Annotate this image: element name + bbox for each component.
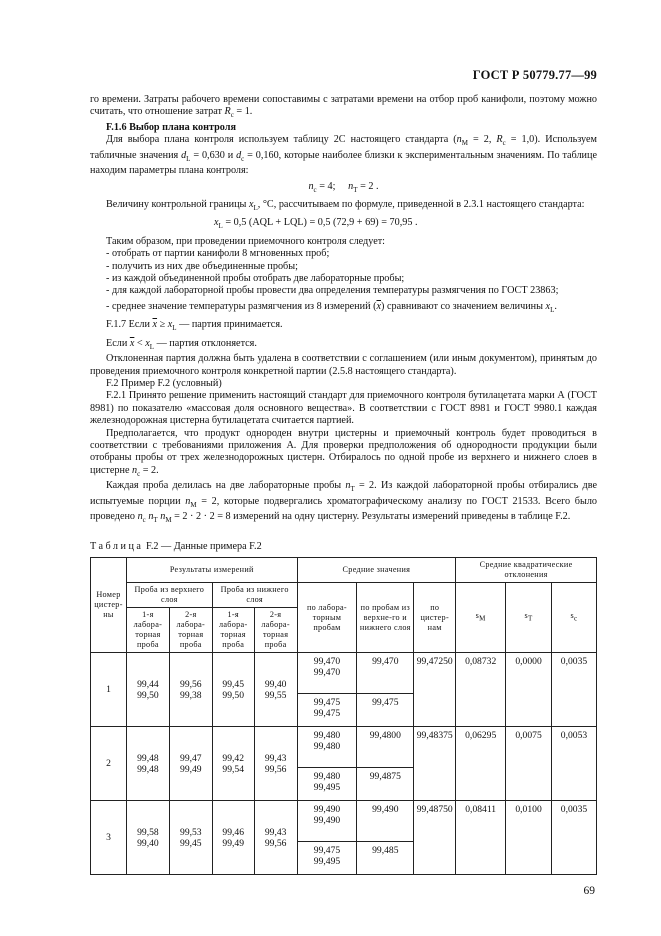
cell-m3: 99,46 99,49 (212, 801, 254, 875)
cell-num: 2 (91, 727, 127, 801)
section-heading-f2: F.2 Пример F.2 (условный) (106, 378, 222, 389)
cell-num: 3 (91, 801, 127, 875)
table-row (91, 727, 597, 768)
paragraph-f17: F.1.7 Если $\overline{x} \ge x_L$ — партия принимается. (106, 319, 283, 333)
paragraph-f21: F.2.1 Принято решение применить настоящий стандарт для приемочного контроля бутилацетата марки А (ГОСТ 8981) по показателю «массовая доля основного вещества». В соответствии с ГОСТ 8981 и ГОСТ 9980.1 каждая железнодорожная цистерна бутилацетата считается партией. (90, 390, 597, 427)
list-item: - из каждой объединенной пробы отобрать две лабораторные пробы; (106, 273, 405, 285)
cell-sc: 0,0035 (552, 653, 597, 727)
cell-layer_b: 99,485 (357, 842, 414, 875)
equation-control-limit: $x_L = 0,5$ (AQL + LQL) = 0,5 (72,9 + 69) = 70,95 . (214, 217, 418, 231)
table-caption: Таблица F.2 — Данные примера F.2 (90, 540, 262, 552)
col-header-top-layer: Проба из верхнего слоя (126, 583, 212, 608)
cell-tank: 99,47250 (414, 653, 456, 727)
col-header-tank: Номер цистер-ны (91, 558, 127, 653)
cell-layer_b: 99,4875 (357, 768, 414, 801)
cell-sm: 0,06295 (456, 727, 506, 801)
col-header-sc: $s_c$ (552, 583, 597, 653)
paragraph-rejected-lot: Отклоненная партия должна быть удалена в соответствии с соглашением (или иным документом), принятым до проведения приемочного контроля конкретной партии (2.5.8 настоящего стандарта). (90, 353, 597, 377)
col-header-lab2: 2-я лабора-торная проба (169, 608, 212, 653)
data-table (90, 557, 597, 875)
cell-sc: 0,0053 (552, 727, 597, 801)
cell-sc: 0,0035 (552, 801, 597, 875)
col-header-by-samples: по пробам из верхне-го и нижнего слоя (357, 583, 414, 653)
cell-m4: 99,43 99,56 (254, 801, 297, 875)
cell-sm: 0,08732 (456, 653, 506, 727)
col-header-sd: Средние квадратические отклонения (456, 558, 597, 583)
table-body (91, 653, 597, 875)
cell-lab_a: 99,480 99,480 (297, 727, 357, 768)
cell-m2: 99,53 99,45 (169, 801, 212, 875)
col-header-results: Результаты измерений (126, 558, 297, 583)
cell-lab_b: 99,475 99,495 (297, 842, 357, 875)
col-header-lab2: 2-я лабора-торная проба (254, 608, 297, 653)
col-header-lab1: 1-я лабора-торная проба (126, 608, 169, 653)
cell-m3: 99,42 99,54 (212, 727, 254, 801)
cell-lab_a: 99,490 99,490 (297, 801, 357, 842)
table-row (91, 801, 597, 842)
cell-num: 1 (91, 653, 127, 727)
list-item: - среднее значение температуры размягчения из 8 измерений $(\overline{x})$ сравнивают со значением величины $x_L$. (106, 300, 557, 314)
col-header-lab1: 1-я лабора-торная проба (212, 608, 254, 653)
cell-m1: 99,44 99,50 (126, 653, 169, 727)
list-item: - для каждой лабораторной пробы провести два определения температуры размягчения по ГОСТ 23863; (106, 285, 559, 297)
col-header-by-lab: по лабора-торным пробам (297, 583, 357, 653)
cell-m4: 99,40 99,55 (254, 653, 297, 727)
col-header-by-tank: по цистер-нам (414, 583, 456, 653)
section-heading-f16: F.1.6 Выбор плана контроля (106, 121, 236, 133)
cell-st: 0,0075 (506, 727, 552, 801)
paragraph-homogeneity: Предполагается, что продукт однороден внутри цистерны и приемочный контроль будет проводиться в соответствии с требованиями приложения А. Для проверки предположения об однородности продукции были отобраны пробы от трех железнодорожных цистерн. Отбиралось по одной пробе из верхнего и нижнего слоев в цистерне $n_c = 2$. (90, 427, 597, 478)
cell-st: 0,0000 (506, 653, 552, 727)
paragraph-continuation: го времени. Затраты рабочего времени сопоставимы с затратами времени на отбор проб канифоли, поэтому можно считать, что отношение затрат $R_c = 1$. (90, 94, 597, 120)
paragraph-plan-selection: Для выбора плана контроля используем таблицу 2С настоящего стандарта ($n_M = 2$, $R_c = 1,0$). Используем табличные значения $d_L = 0,630$ и $d_c = 0,160$, которые наиболее близки к экспериментальным значениям. По таблице находим параметры плана контроля: (90, 134, 597, 177)
paragraph-procedure-intro: Таким образом, при проведении приемочного контроля следует: (106, 235, 386, 247)
page-header: ГОСТ Р 50779.77—99 (472, 68, 597, 82)
cell-m2: 99,47 99,49 (169, 727, 212, 801)
col-header-sm: $s_M$ (456, 583, 506, 653)
col-header-st: $s_T$ (506, 583, 552, 653)
cell-layer_a: 99,4800 (357, 727, 414, 768)
document-body (90, 94, 597, 875)
table-row (91, 653, 597, 694)
cell-lab_b: 99,480 99,495 (297, 768, 357, 801)
list-item: - получить из них две объединенные пробы; (106, 260, 298, 272)
paragraph-measurements: Каждая проба делилась на две лабораторные пробы $n_T = 2$. Из каждой лабораторной пробы отбирались две испытуемые порции $n_M = 2$, которые подвергались хроматографическому анализу по ГОСТ 21533. Всего было проведено $n_c$ $n_T$ $n_M = 2 \cdot 2 \cdot 2 = 8$ измерений на одну цистерну. Результаты измерений приведены в таблице F.2. (90, 480, 598, 525)
paragraph-reject-rule: Если $\overline{x} < x_L$ — партия отклоняется. (106, 337, 257, 351)
cell-m1: 99,58 99,40 (126, 801, 169, 875)
col-header-means: Средние значения (297, 558, 456, 583)
cell-sm: 0,08411 (456, 801, 506, 875)
cell-layer_a: 99,470 (357, 653, 414, 694)
cell-tank: 99,48750 (414, 801, 456, 875)
cell-st: 0,0100 (506, 801, 552, 875)
list-item: - отобрать от партии канифоли 8 мгновенных проб; (106, 248, 330, 260)
cell-m2: 99,56 99,38 (169, 653, 212, 727)
equation-plan-params: $n_c = 4$; $n_T = 2$ . (308, 180, 379, 194)
paragraph-control-limit: Величину контрольной границы $x_L$, °C, рассчитываем по формуле, приведенной в 2.3.1 настоящего стандарта: (106, 198, 585, 212)
cell-layer_a: 99,490 (357, 801, 414, 842)
col-header-bottom-layer: Проба из нижнего слоя (212, 583, 297, 608)
cell-m1: 99,48 99,48 (126, 727, 169, 801)
cell-m3: 99,45 99,50 (212, 653, 254, 727)
page-number: 69 (583, 885, 595, 897)
cell-lab_a: 99,470 99,470 (297, 653, 357, 694)
cell-m4: 99,43 99,56 (254, 727, 297, 801)
cell-lab_b: 99,475 99,475 (297, 694, 357, 727)
cell-layer_b: 99,475 (357, 694, 414, 727)
cell-tank: 99,48375 (414, 727, 456, 801)
